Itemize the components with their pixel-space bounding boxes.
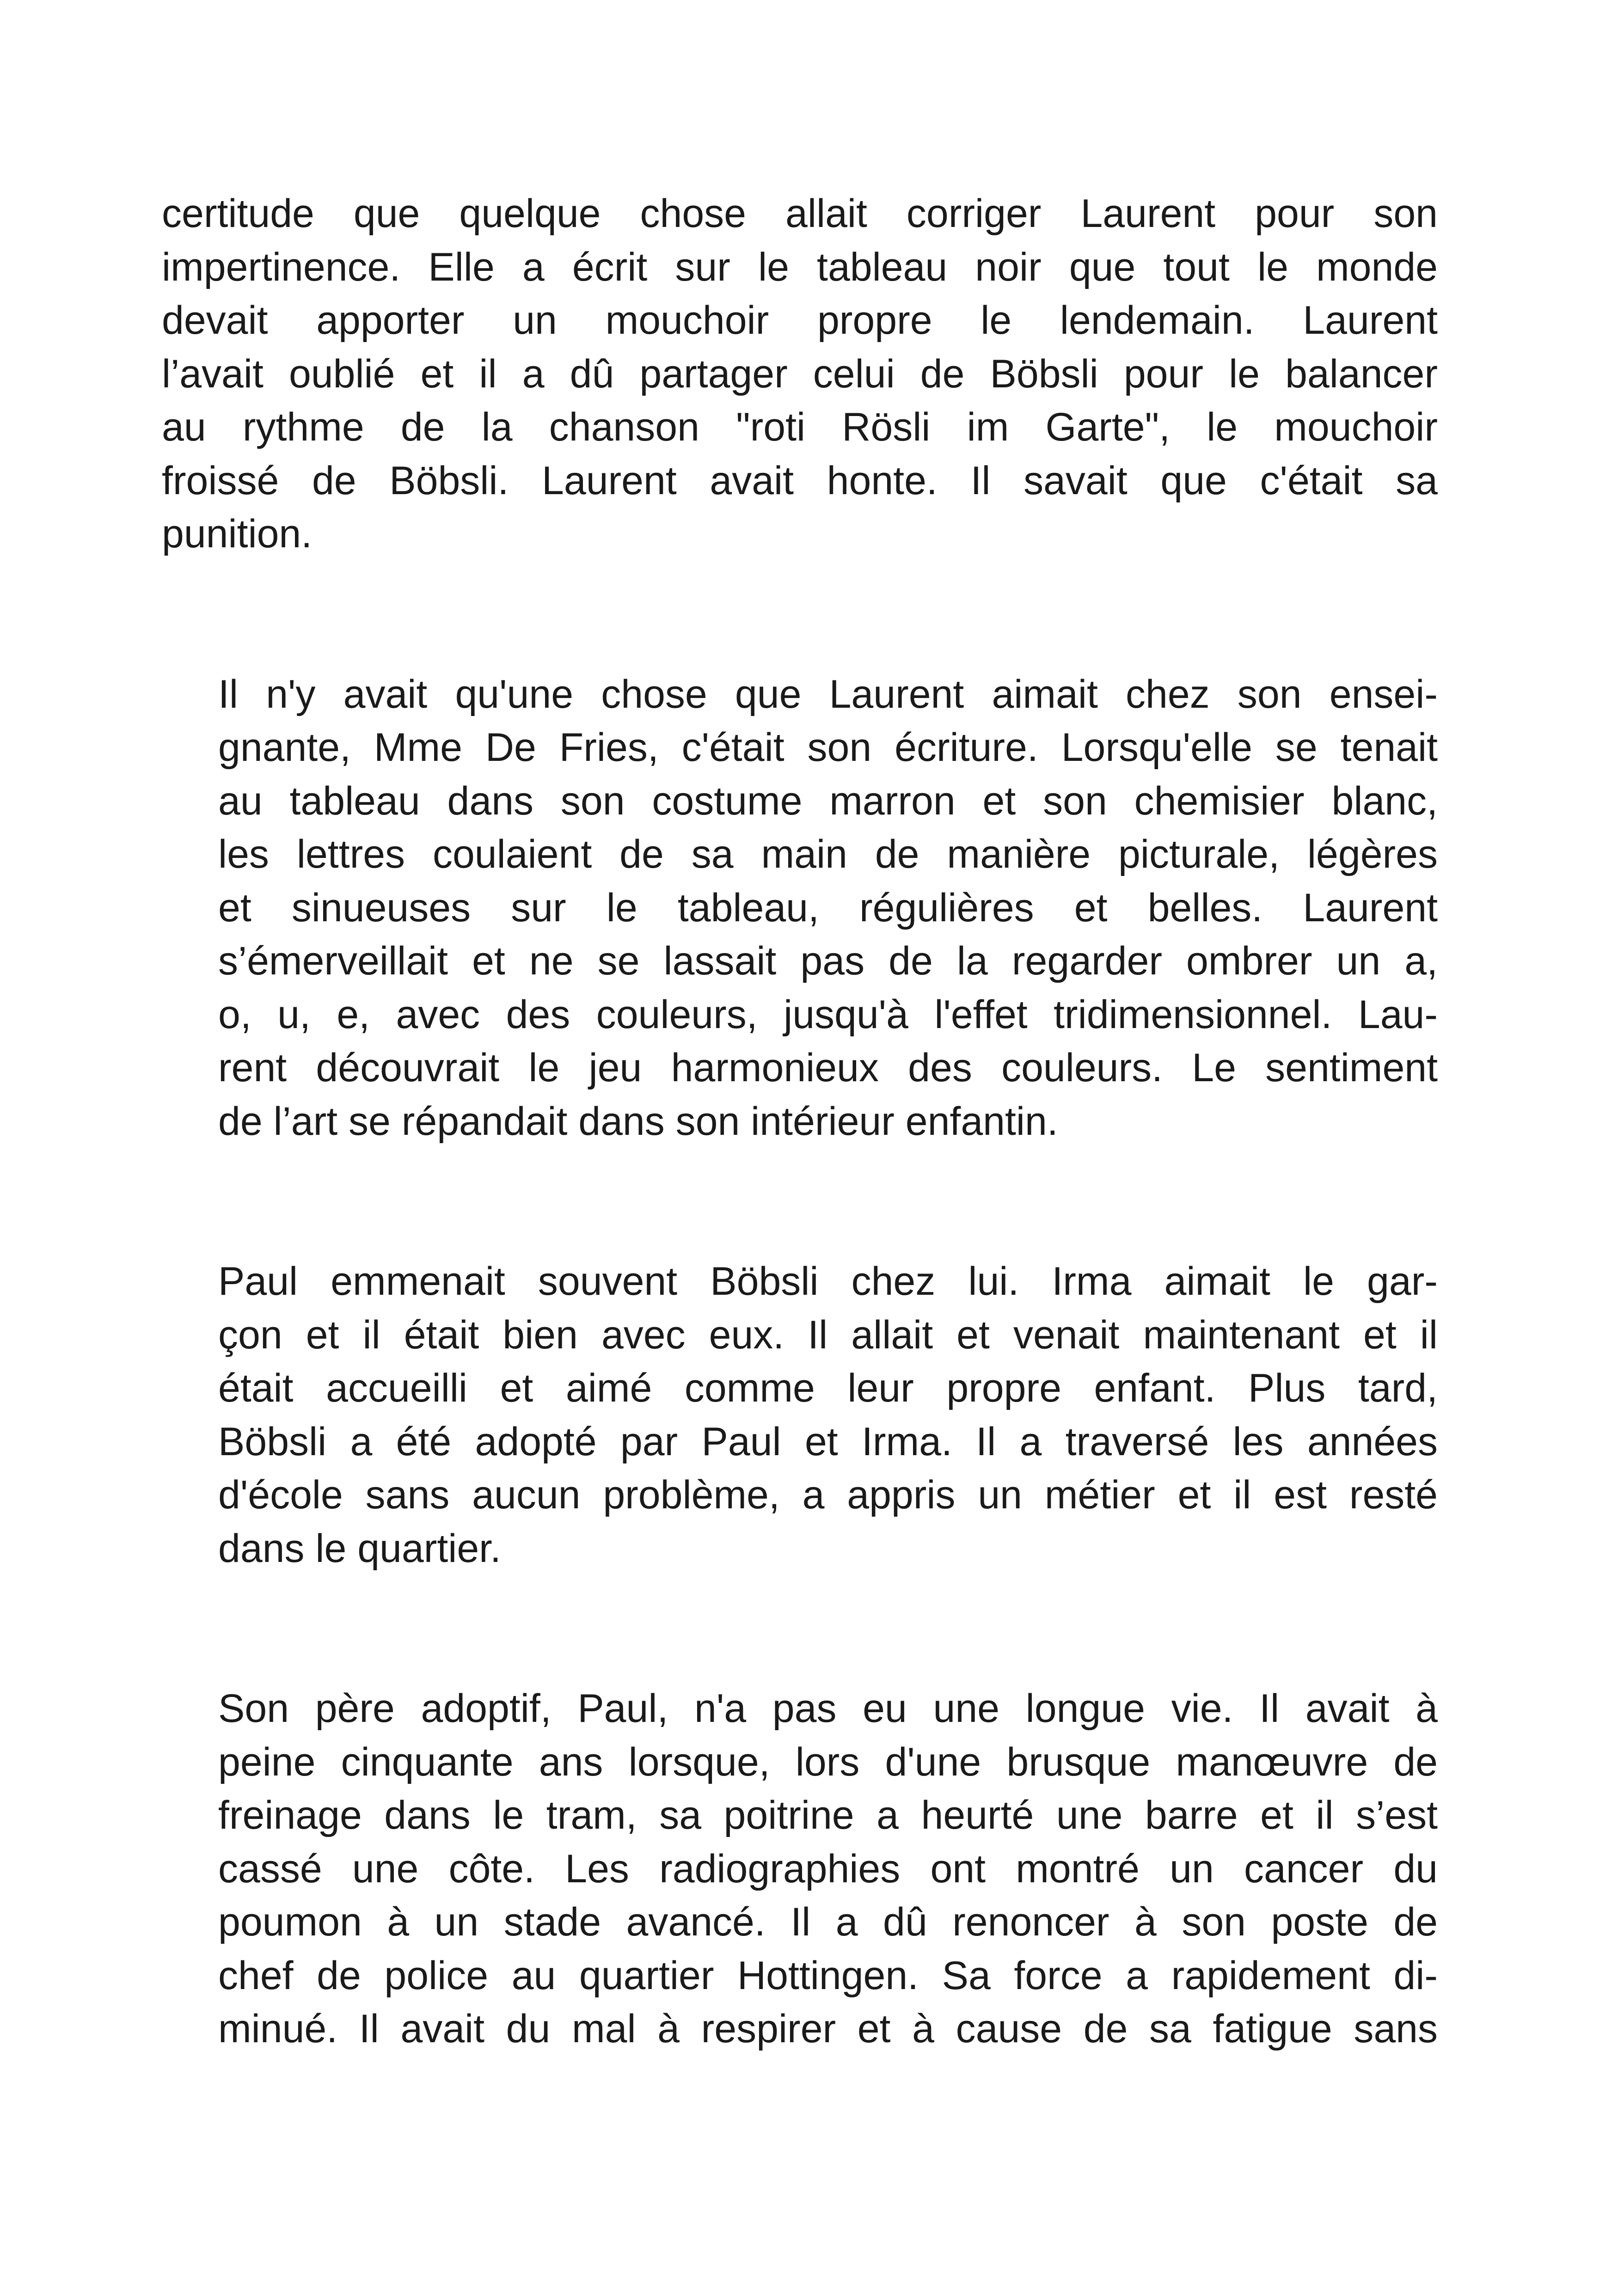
text-line: impertinence. Elle a écrit sur le tableau noir que tout le monde xyxy=(162,245,1438,289)
paragraph-4 xyxy=(162,1682,1438,2056)
text-line: au tableau dans son costume marron et son chemisier blanc, xyxy=(218,778,1438,823)
text-line: cassé une côte. Les radiographies ont montré un cancer du xyxy=(218,1846,1438,1891)
text-line: rent découvrait le jeu harmonieux des couleurs. Le sentiment xyxy=(218,1046,1438,1090)
text-line: punition. xyxy=(162,512,313,556)
text-line: d'école sans aucun problème, a appris un métier et il est resté xyxy=(218,1473,1438,1517)
text-line: çon et il était bien avec eux. Il allait et venait maintenant et il xyxy=(218,1312,1438,1357)
text-line: au rythme de la chanson "roti Rösli im Garte", le mouchoir xyxy=(162,405,1438,449)
text-line: de l’art se répandait dans son intérieur enfantin. xyxy=(218,1099,1058,1144)
text-line: Paul emmenait souvent Böbsli chez lui. Irma aimait le gar- xyxy=(218,1259,1438,1304)
paragraph-3 xyxy=(162,1255,1438,1575)
paragraph-2 xyxy=(162,668,1438,1149)
body-text xyxy=(162,187,1438,2056)
text-line: o, u, e, avec des couleurs, jusqu'à l'effet tridimensionnel. Lau- xyxy=(218,992,1438,1037)
paragraph-1 xyxy=(162,187,1438,561)
text-line: Böbsli a été adopté par Paul et Irma. Il a traversé les années xyxy=(218,1419,1438,1464)
text-line: s’émerveillait et ne se lassait pas de la regarder ombrer un a, xyxy=(218,939,1438,983)
text-line: freinage dans le tram, sa poitrine a heurté une barre et il s’est xyxy=(218,1793,1438,1837)
text-line: l’avait oublié et il a dû partager celui de Böbsli pour le balancer xyxy=(162,351,1438,396)
text-line: les lettres coulaient de sa main de manière picturale, légères xyxy=(218,832,1438,876)
text-line: dans le quartier. xyxy=(218,1526,501,1571)
text-line: peine cinquante ans lorsque, lors d'une brusque manœuvre de xyxy=(218,1739,1438,1784)
text-line: minué. Il avait du mal à respirer et à cause de sa fatigue sans xyxy=(218,2007,1438,2051)
text-line: était accueilli et aimé comme leur propre enfant. Plus tard, xyxy=(218,1366,1438,1410)
text-line: chef de police au quartier Hottingen. Sa force a rapidement di- xyxy=(218,1953,1438,1998)
text-line: poumon à un stade avancé. Il a dû renoncer à son poste de xyxy=(218,1900,1438,1944)
text-line: devait apporter un mouchoir propre le lendemain. Laurent xyxy=(162,298,1438,343)
text-line: Il n'y avait qu'une chose que Laurent aimait chez son ensei- xyxy=(218,672,1438,716)
text-line: Son père adoptif, Paul, n'a pas eu une longue vie. Il avait à xyxy=(218,1686,1438,1731)
text-line: et sinueuses sur le tableau, régulières et belles. Laurent xyxy=(218,885,1438,930)
text-line: certitude que quelque chose allait corriger Laurent pour son xyxy=(162,191,1438,236)
text-line: froissé de Böbsli. Laurent avait honte. Il savait que c'était sa xyxy=(162,458,1438,503)
text-line: gnante, Mme De Fries, c'était son écriture. Lorsqu'elle se tenait xyxy=(218,725,1438,770)
